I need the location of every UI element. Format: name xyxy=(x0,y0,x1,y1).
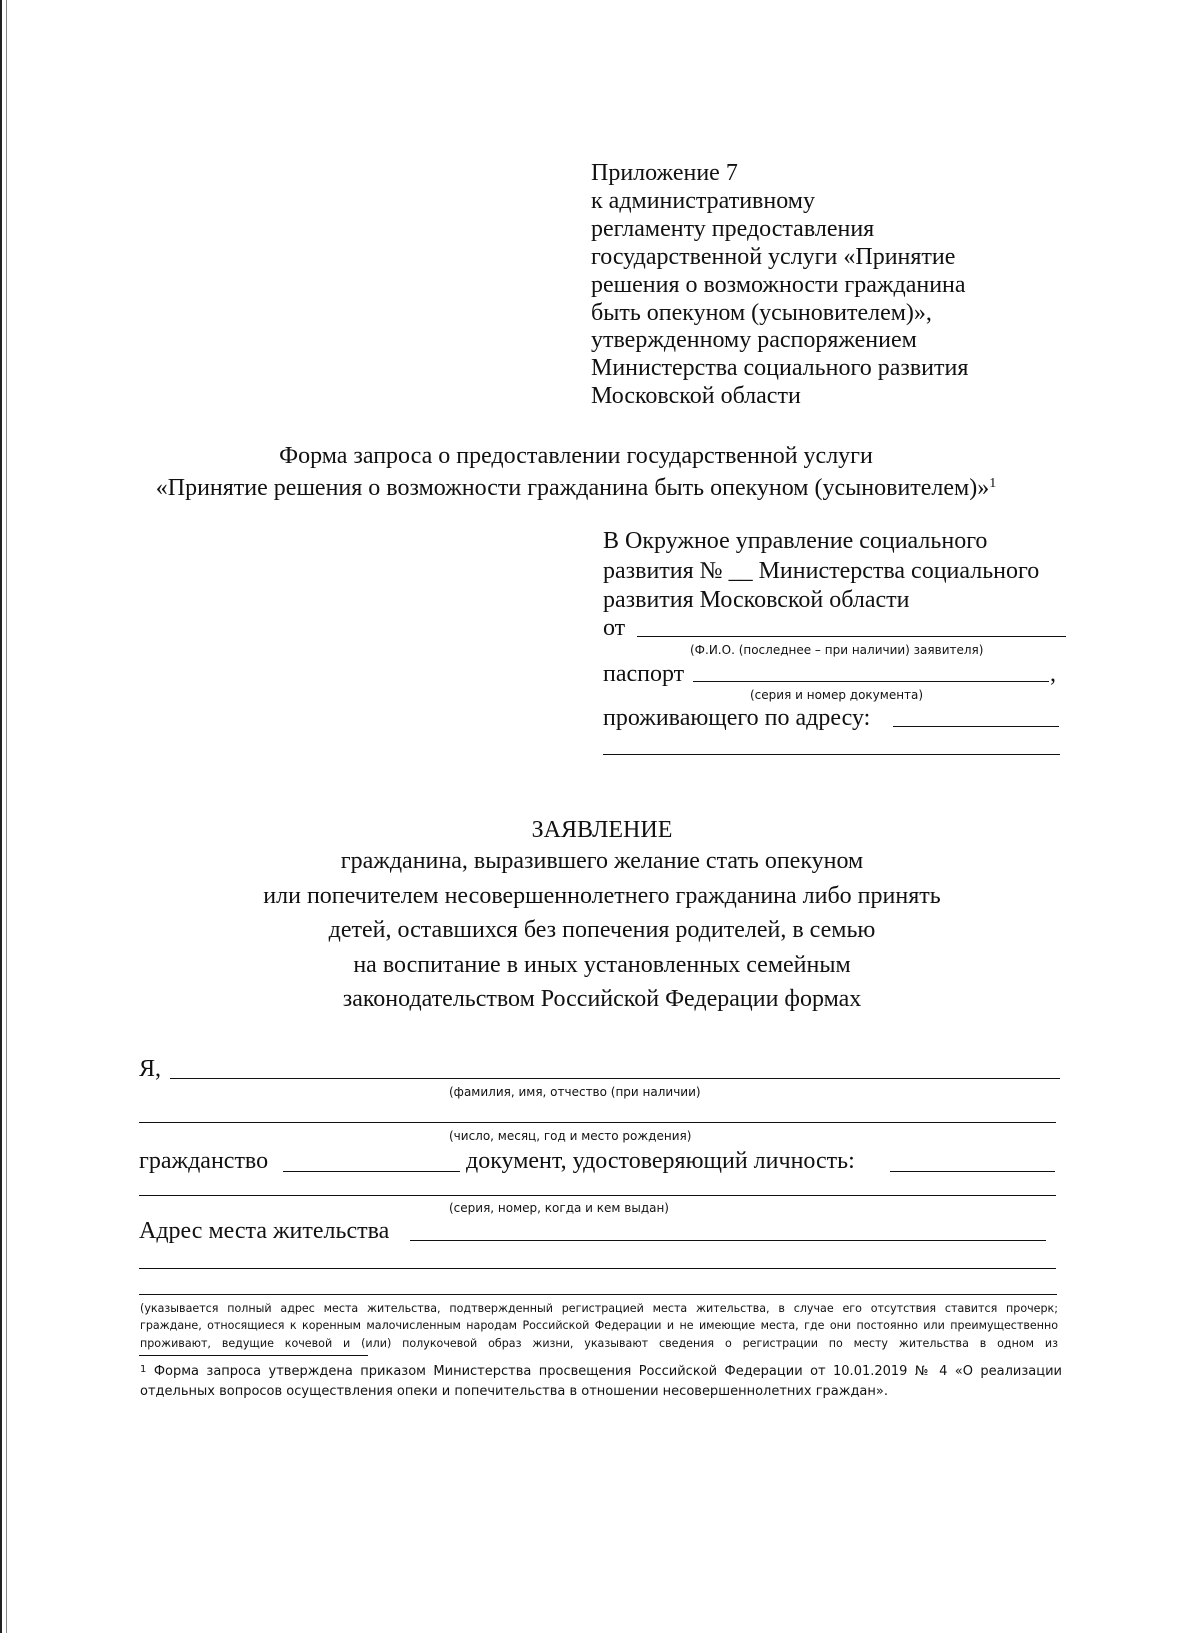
appendix-line: Приложение 7 xyxy=(591,160,738,186)
addressee-line-3: развития Московской области xyxy=(603,587,910,613)
footnote-mark: 1 xyxy=(989,476,997,491)
statement-line: детей, оставшихся без попечения родителей, в семью xyxy=(328,917,876,944)
passport-label: паспорт xyxy=(603,661,685,687)
address-note-divider xyxy=(139,1294,1057,1295)
footnote xyxy=(140,1362,1062,1402)
full-name-hint: (фамилия, имя, отчество (при наличии) xyxy=(449,1085,701,1099)
addressee-line-2: развития № __ Министерства социального xyxy=(603,558,1040,584)
footnote-divider xyxy=(139,1355,368,1356)
residence-address-field-continued[interactable] xyxy=(139,1268,1056,1269)
applicant-name-hint: (Ф.И.О. (последнее – при наличии) заявителя) xyxy=(690,643,984,657)
citizenship-field[interactable] xyxy=(283,1171,460,1172)
address-note xyxy=(140,1300,1058,1352)
birth-field[interactable] xyxy=(139,1122,1056,1123)
appendix-line: регламенту предоставления xyxy=(591,215,875,242)
address-field[interactable] xyxy=(893,726,1059,727)
passport-comma: , xyxy=(1050,661,1056,687)
footnote-text: Форма запроса утверждена приказом Министерства просвещения Российской Федерации от 10.01.2019 № 4 «О реализации отдельных вопросов осуществления опеки и попечительства в отношении несовершеннолетних граждан». xyxy=(140,1364,1063,1399)
appendix-line: Московской области xyxy=(591,383,801,410)
from-label: от xyxy=(603,615,626,641)
address-field-continued[interactable] xyxy=(603,754,1060,755)
form-title-line-1: Форма запроса о предоставлении государственной услуги xyxy=(279,443,873,469)
appendix-line: Министерства социального развития xyxy=(591,355,969,382)
address-note-line: граждане, относящиеся к коренным малочисленным народам Российской Федерации и не имеющие места, где они постоянно или преимущественно xyxy=(140,1319,1058,1333)
footnote-number: 1 xyxy=(140,1364,147,1375)
appendix-line: к административному xyxy=(591,187,815,214)
address-note-line: (указывается полный адрес места жительства, подтвержденный регистрацией места жительства, в случае его отсутствия ставится прочерк; xyxy=(140,1302,1058,1315)
address-note-line: проживают, ведущие кочевой и (или) полукочевой образ жизни, указывают сведения о регистрации по месту жительства в одном из xyxy=(140,1336,1058,1350)
appendix-line: государственной услуги «Принятие xyxy=(591,243,956,270)
statement-line: гражданина, выразившего желание стать опекуном xyxy=(340,848,864,874)
addressee-line-1: В Окружное управление социального xyxy=(603,528,988,554)
passport-hint: (серия и номер документа) xyxy=(750,688,924,702)
appendix-line: быть опекуном (усыновителем)», xyxy=(591,299,932,326)
i-label: Я, xyxy=(139,1056,162,1082)
applicant-name-field[interactable] xyxy=(637,636,1066,637)
statement-line: на воспитание в иных установленных семейным xyxy=(353,951,851,978)
address-label: проживающего по адресу: xyxy=(603,705,871,731)
appendix-block xyxy=(591,160,968,411)
identity-document-label: документ, удостоверяющий личность: xyxy=(466,1148,855,1174)
citizenship-label: гражданство xyxy=(139,1148,269,1174)
form-title-line-2 xyxy=(0,473,1152,503)
appendix-line: утвержденному распоряжением xyxy=(591,327,917,354)
form-title-text: «Принятие решения о возможности гражданина быть опекуном (усыновителем)» xyxy=(155,475,990,501)
statement-text xyxy=(0,844,1200,1017)
residence-address-label: Адрес места жительства xyxy=(139,1218,390,1244)
birth-hint: (число, месяц, год и место рождения) xyxy=(449,1129,692,1143)
passport-field[interactable] xyxy=(693,681,1049,682)
full-name-field[interactable] xyxy=(170,1078,1060,1079)
residence-address-field[interactable] xyxy=(410,1240,1046,1241)
statement-heading: ЗАЯВЛЕНИЕ xyxy=(531,817,673,843)
identity-document-details-field[interactable] xyxy=(139,1195,1056,1196)
statement-line: законодательством Российской Федерации формах xyxy=(342,986,862,1013)
appendix-line: решения о возможности гражданина xyxy=(591,271,966,298)
identity-document-hint: (серия, номер, когда и кем выдан) xyxy=(449,1201,669,1215)
identity-document-field[interactable] xyxy=(890,1171,1055,1172)
statement-line: или попечителем несовершеннолетнего гражданина либо принять xyxy=(263,882,941,909)
